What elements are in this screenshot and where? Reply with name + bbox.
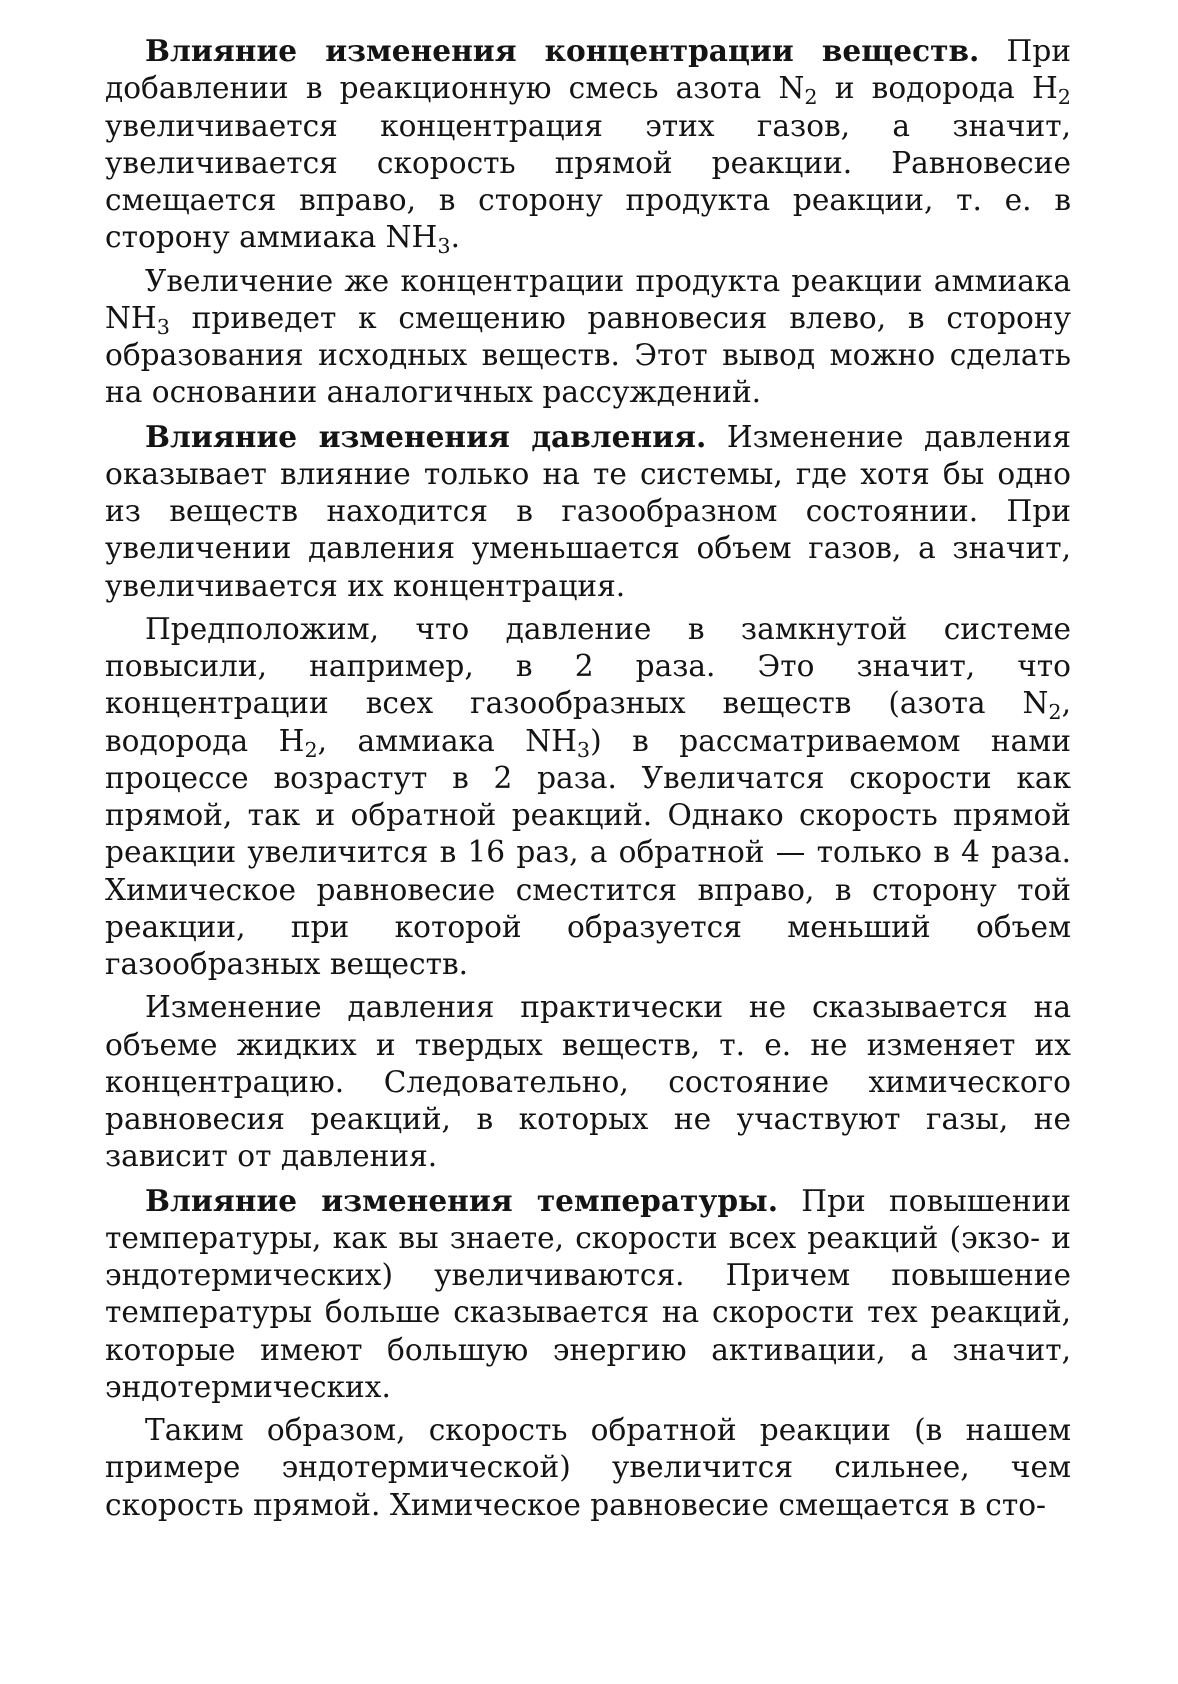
paragraph-heading: Влияние изменения давления. (145, 418, 707, 454)
subscript: 3 (437, 234, 451, 259)
subscript: 2 (804, 85, 818, 110)
paragraph: Увеличение же концентрации продукта реакции аммиака $NH_3$ приведет к смещению равновесия влево, в сторону образования исходных веществ. Этот вывод можно сделать на основании аналогичных рассуждений. (105, 263, 1071, 410)
subscript: 3 (576, 737, 591, 762)
paragraph-heading: Влияние изменения температуры. (145, 1182, 778, 1218)
subscript: 3 (156, 314, 170, 339)
paragraph: Влияние изменения давления. Изменение давления оказывает влияние только на те системы, где хотя бы одно из веществ находится в газообразном состоянии. При увеличении давления уменьшается объем газов, а значит, увеличивается их концентрация. (105, 418, 1071, 603)
paragraph-heading: Влияние изменения концентрации веществ. (145, 33, 980, 68)
paragraph: Предположим, что давление в замкнутой системе повысили, например, в 2 раза. Это значит, что концентрации всех газообразных веществ (азота $N_2$, водорода $H_2$, аммиака $NH_3$) в рассматриваемом нами процессе возрастут в 2 раза. Увеличатся скорости как прямой, так и обратной реакций. Однако скорость прямой реакции увеличится в 16 раз, а обратной — только в 4 раза. Химическое равновесие сместится вправо, в сторону той реакции, при которой образуется меньший объем газообразных веществ. (105, 611, 1072, 981)
document-page (105, 32, 1071, 1530)
paragraph: Изменение давления практически не сказывается на объеме жидких и твердых веществ, т. е. не изменяет их концентрацию. Следовательно, состояние химического равновесия реакций, в которых не участвуют газы, не зависит от давления. (105, 990, 1071, 1174)
paragraph: Таким образом, скорость обратной реакции (в нашем примере эндотермической) увеличится сильнее, чем скорость прямой. Химическое равновесие смещается в сто- (105, 1413, 1071, 1522)
subscript: 2 (1057, 85, 1071, 110)
subscript: 2 (1048, 700, 1062, 725)
subscript: 2 (304, 737, 318, 762)
paragraph: Влияние изменения температуры. При повышении температуры, как вы знаете, скорости всех реакций (экзо- и эндотермических) увеличиваются. Причем повышение температуры больше сказывается на скорости тех реакций, которые имеют большую энергию активации, а значит, эндотермических. (105, 1182, 1071, 1404)
paragraph: Влияние изменения концентрации веществ. При добавлении в реакционную смесь азота $N_2$ и водорода $H_2$ увеличивается концентрация этих газов, а значит, увеличивается скорость прямой реакции. Равновесие смещается вправо, в сторону продукта реакции, т. е. в сторону аммиака $NH_3$. (105, 33, 1071, 259)
